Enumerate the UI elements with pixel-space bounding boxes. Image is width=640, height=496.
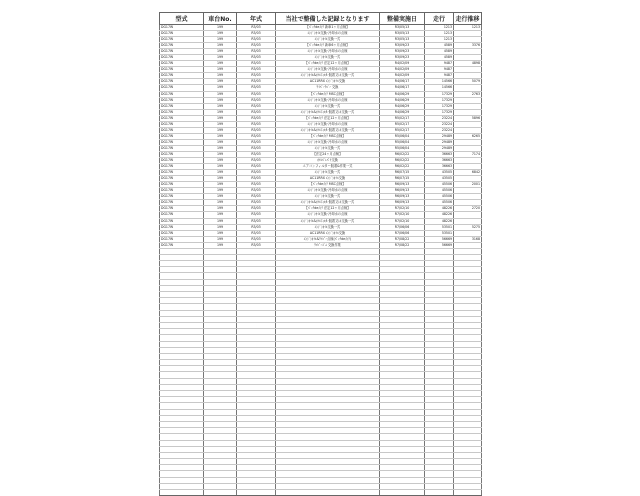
cell-chassis-no: 199 bbox=[204, 97, 237, 103]
cell-year: R3/03 bbox=[237, 43, 276, 49]
cell-chassis-no: 199 bbox=[204, 218, 237, 224]
cell-year: R3/03 bbox=[237, 200, 276, 206]
cell-work-record: ｴﾝｼﾞﾝｵｲﾙ交換･冷却水の点検 bbox=[276, 67, 380, 73]
cell-chassis-no: 199 bbox=[204, 164, 237, 170]
cell-work-record: ｴﾝｼﾞﾝｵｲﾙ交換･冷却水の点検 bbox=[276, 121, 380, 127]
cell-mileage: 14566 bbox=[425, 85, 454, 91]
cell-chassis-no: 199 bbox=[204, 55, 237, 61]
empty-cell bbox=[276, 490, 380, 496]
cell-work-record: ｴﾝｼﾞﾝｵｲﾙ交換一式 bbox=[276, 37, 380, 43]
cell-year: R3/03 bbox=[237, 170, 276, 176]
cell-service-date: R7/08/22 bbox=[380, 242, 425, 248]
cell-service-date: R5/06/04 bbox=[380, 145, 425, 151]
cell-chassis-no: 199 bbox=[204, 49, 237, 55]
cell-chassis-no: 199 bbox=[204, 170, 237, 176]
cell-model: DG17W bbox=[160, 218, 204, 224]
header-service-date: 整備実施日 bbox=[380, 13, 425, 25]
cell-year: R3/03 bbox=[237, 242, 276, 248]
cell-chassis-no: 199 bbox=[204, 242, 237, 248]
cell-mileage-change: 2001 bbox=[454, 182, 482, 188]
header-mileage: 走行 bbox=[425, 13, 454, 25]
cell-model: DG17W bbox=[160, 103, 204, 109]
cell-model: DG17W bbox=[160, 151, 204, 157]
header-model: 型式 bbox=[160, 13, 204, 25]
cell-work-record: ｴﾝｼﾞﾝｵｲﾙ交換･冷却水の点検 bbox=[276, 139, 380, 145]
cell-chassis-no: 199 bbox=[204, 91, 237, 97]
cell-mileage: 53501 bbox=[425, 224, 454, 230]
cell-model: DG17W bbox=[160, 170, 204, 176]
cell-model: DG17W bbox=[160, 37, 204, 43]
cell-year: R3/03 bbox=[237, 55, 276, 61]
cell-model: DG17W bbox=[160, 97, 204, 103]
cell-mileage: 4589 bbox=[425, 49, 454, 55]
maintenance-record-sheet bbox=[159, 12, 481, 496]
cell-work-record: AC11RRX ｴﾝｼﾞﾝｵｲﾙ交換 bbox=[276, 230, 380, 236]
cell-model: DG17W bbox=[160, 133, 204, 139]
empty-cell bbox=[425, 490, 454, 496]
cell-service-date: R6/07/15 bbox=[380, 170, 425, 176]
cell-mileage: 29489 bbox=[425, 133, 454, 139]
cell-work-record: ｴﾝｼﾞﾝｵｲﾙ&ｵｲﾙﾌｨﾙﾀｰ脱着又は交換一式 bbox=[276, 73, 380, 79]
cell-chassis-no: 199 bbox=[204, 37, 237, 43]
cell-service-date: R4/06/29 bbox=[380, 91, 425, 97]
cell-work-record: ｴﾝｼﾞﾝｵｲﾙ交換一式 bbox=[276, 224, 380, 230]
cell-model: DG17W bbox=[160, 200, 204, 206]
cell-year: R3/03 bbox=[237, 230, 276, 236]
cell-service-date: R7/08/22 bbox=[380, 236, 425, 242]
cell-service-date: R3/09/23 bbox=[380, 55, 425, 61]
cell-chassis-no: 199 bbox=[204, 230, 237, 236]
cell-mileage-change: 5896 bbox=[454, 115, 482, 121]
cell-year: R3/03 bbox=[237, 182, 276, 188]
cell-work-record: 【ﾊﾟｯｸdeﾒﾝﾃ 法定12ヶ月点検】 bbox=[276, 206, 380, 212]
cell-mileage: 1213 bbox=[425, 37, 454, 43]
cell-chassis-no: 199 bbox=[204, 236, 237, 242]
cell-mileage: 56669 bbox=[425, 236, 454, 242]
cell-work-record: ｴﾝｼﾞﾝｵｲﾙ交換･冷却水の点検 bbox=[276, 212, 380, 218]
cell-service-date: R6/09/13 bbox=[380, 182, 425, 188]
cell-chassis-no: 199 bbox=[204, 61, 237, 67]
cell-service-date: R5/02/17 bbox=[380, 115, 425, 121]
cell-model: DG17W bbox=[160, 182, 204, 188]
cell-model: DG17W bbox=[160, 73, 204, 79]
cell-model: DG17W bbox=[160, 188, 204, 194]
cell-year: R3/03 bbox=[237, 67, 276, 73]
cell-model: DG17W bbox=[160, 49, 204, 55]
cell-mileage-change: 2763 bbox=[454, 91, 482, 97]
cell-chassis-no: 199 bbox=[204, 200, 237, 206]
empty-cell bbox=[204, 490, 237, 496]
cell-mileage: 1213 bbox=[425, 25, 454, 31]
header-work-record: 当社で整備した記録となります bbox=[276, 13, 380, 25]
cell-year: R3/03 bbox=[237, 97, 276, 103]
cell-mileage: 17329 bbox=[425, 103, 454, 109]
cell-service-date: R4/06/17 bbox=[380, 79, 425, 85]
cell-model: DG17W bbox=[160, 127, 204, 133]
cell-year: R3/03 bbox=[237, 121, 276, 127]
cell-service-date: R4/02/09 bbox=[380, 61, 425, 67]
cell-year: R3/03 bbox=[237, 103, 276, 109]
empty-row bbox=[160, 490, 482, 496]
cell-chassis-no: 199 bbox=[204, 73, 237, 79]
cell-mileage-change: 5275 bbox=[454, 224, 482, 230]
cell-chassis-no: 199 bbox=[204, 206, 237, 212]
cell-mileage: 4589 bbox=[425, 55, 454, 61]
cell-service-date: R4/06/17 bbox=[380, 85, 425, 91]
cell-year: R3/03 bbox=[237, 127, 276, 133]
cell-model: DG17W bbox=[160, 158, 204, 164]
cell-chassis-no: 199 bbox=[204, 139, 237, 145]
cell-mileage: 17329 bbox=[425, 91, 454, 97]
cell-mileage: 36663 bbox=[425, 158, 454, 164]
cell-mileage: 45506 bbox=[425, 200, 454, 206]
cell-mileage-change: 6842 bbox=[454, 170, 482, 176]
cell-mileage: 17329 bbox=[425, 97, 454, 103]
cell-model: DG17W bbox=[160, 55, 204, 61]
cell-work-record: ｴﾝｼﾞﾝｵｲﾙ&ｵｲﾙﾌｨﾙﾀｰ脱着又は交換一式 bbox=[276, 109, 380, 115]
cell-year: R3/03 bbox=[237, 79, 276, 85]
cell-service-date: R7/06/06 bbox=[380, 224, 425, 230]
cell-mileage: 45506 bbox=[425, 194, 454, 200]
empty-cell bbox=[237, 490, 276, 496]
cell-year: R3/03 bbox=[237, 139, 276, 145]
cell-mileage: 29489 bbox=[425, 139, 454, 145]
cell-work-record: ｴﾝｼﾞﾝｵｲﾙ&ﾜｲﾊﾟｰ点検(ﾊﾟｯｸdeﾒﾝﾃ) bbox=[276, 236, 380, 242]
cell-chassis-no: 199 bbox=[204, 224, 237, 230]
cell-year: R3/03 bbox=[237, 91, 276, 97]
cell-work-record: ｴﾝｼﾞﾝｵｲﾙ&ｵｲﾙﾌｨﾙﾀｰ脱着又は交換一式 bbox=[276, 218, 380, 224]
cell-year: R3/03 bbox=[237, 218, 276, 224]
cell-work-record: エアコンフィルター脱着&作業一式 bbox=[276, 164, 380, 170]
cell-work-record: 【法定24ヶ月点検】 bbox=[276, 151, 380, 157]
cell-chassis-no: 199 bbox=[204, 182, 237, 188]
cell-service-date: R6/09/13 bbox=[380, 188, 425, 194]
cell-mileage: 17329 bbox=[425, 109, 454, 115]
cell-work-record: AC11RRX ｴﾝｼﾞﾝｵｲﾙ交換 bbox=[276, 176, 380, 182]
cell-model: DG17W bbox=[160, 25, 204, 31]
cell-year: R3/03 bbox=[237, 49, 276, 55]
cell-work-record: ｴﾝｼﾞﾝｵｲﾙ交換一式 bbox=[276, 194, 380, 200]
cell-model: DG17W bbox=[160, 115, 204, 121]
cell-mileage: 43505 bbox=[425, 170, 454, 176]
cell-mileage: 23224 bbox=[425, 115, 454, 121]
cell-mileage: 29489 bbox=[425, 145, 454, 151]
header-year: 年式 bbox=[237, 13, 276, 25]
cell-chassis-no: 199 bbox=[204, 145, 237, 151]
cell-model: DG17W bbox=[160, 31, 204, 37]
cell-work-record: ｵｲﾙﾊﾟﾚﾊﾟﾅ交換 bbox=[276, 158, 380, 164]
cell-service-date: R3/05/13 bbox=[380, 31, 425, 37]
cell-work-record: 【ﾊﾟｯｸdeﾒﾝﾃ MSC点検】 bbox=[276, 133, 380, 139]
cell-mileage: 48226 bbox=[425, 212, 454, 218]
cell-work-record: 【ﾊﾟｯｸdeﾒﾝﾃ MSC点検】 bbox=[276, 182, 380, 188]
cell-chassis-no: 199 bbox=[204, 31, 237, 37]
cell-model: DG17W bbox=[160, 242, 204, 248]
cell-chassis-no: 199 bbox=[204, 127, 237, 133]
cell-model: DG17W bbox=[160, 67, 204, 73]
cell-year: R3/03 bbox=[237, 236, 276, 242]
cell-mileage: 56669 bbox=[425, 242, 454, 248]
cell-service-date: R6/09/13 bbox=[380, 200, 425, 206]
cell-mileage-change: 3168 bbox=[454, 236, 482, 242]
cell-year: R3/03 bbox=[237, 109, 276, 115]
cell-mileage: 14566 bbox=[425, 79, 454, 85]
cell-year: R3/03 bbox=[237, 31, 276, 37]
header-mileage-change: 走行推移 bbox=[454, 13, 482, 25]
cell-mileage: 1213 bbox=[425, 31, 454, 37]
cell-service-date: R7/02/10 bbox=[380, 212, 425, 218]
cell-chassis-no: 199 bbox=[204, 212, 237, 218]
cell-service-date: R5/02/17 bbox=[380, 127, 425, 133]
cell-mileage: 23224 bbox=[425, 121, 454, 127]
cell-model: DG17W bbox=[160, 79, 204, 85]
cell-service-date: R3/09/23 bbox=[380, 43, 425, 49]
empty-cell bbox=[454, 490, 482, 496]
cell-model: DG17W bbox=[160, 121, 204, 127]
cell-mileage: 9487 bbox=[425, 67, 454, 73]
cell-service-date: R4/02/09 bbox=[380, 73, 425, 79]
cell-mileage: 48226 bbox=[425, 206, 454, 212]
cell-chassis-no: 199 bbox=[204, 115, 237, 121]
cell-service-date: R7/02/10 bbox=[380, 206, 425, 212]
cell-chassis-no: 199 bbox=[204, 121, 237, 127]
cell-year: R3/03 bbox=[237, 151, 276, 157]
cell-model: DG17W bbox=[160, 206, 204, 212]
cell-year: R3/03 bbox=[237, 115, 276, 121]
cell-mileage: 45506 bbox=[425, 188, 454, 194]
cell-work-record: 【ﾊﾟｯｸdeﾒﾝﾃ 新車1ヶ月点検】 bbox=[276, 25, 380, 31]
cell-service-date: R4/02/09 bbox=[380, 67, 425, 73]
cell-service-date: R5/02/17 bbox=[380, 121, 425, 127]
cell-year: R3/03 bbox=[237, 85, 276, 91]
cell-work-record: 【ﾊﾟｯｸdeﾒﾝﾃ 法定12ヶ月点検】 bbox=[276, 115, 380, 121]
cell-mileage: 9487 bbox=[425, 73, 454, 79]
cell-mileage-change: 6265 bbox=[454, 133, 482, 139]
cell-chassis-no: 199 bbox=[204, 67, 237, 73]
cell-year: R3/03 bbox=[237, 224, 276, 230]
cell-year: R3/03 bbox=[237, 158, 276, 164]
header-chassis-no: 車台No. bbox=[204, 13, 237, 25]
cell-service-date: R6/07/15 bbox=[380, 176, 425, 182]
cell-work-record: ｴﾝｼﾞﾝｵｲﾙ&ｵｲﾙﾌｨﾙﾀｰ脱着又は交換一式 bbox=[276, 127, 380, 133]
cell-service-date: R6/02/22 bbox=[380, 151, 425, 157]
cell-work-record: ｴﾝｼﾞﾝｵｲﾙ交換一式 bbox=[276, 170, 380, 176]
cell-work-record: ｴﾝｼﾞﾝｵｲﾙ交換一式 bbox=[276, 103, 380, 109]
cell-chassis-no: 199 bbox=[204, 188, 237, 194]
cell-chassis-no: 199 bbox=[204, 133, 237, 139]
cell-year: R3/03 bbox=[237, 164, 276, 170]
cell-work-record: ｴﾝｼﾞﾝｵｲﾙ交換･冷却水の点検 bbox=[276, 188, 380, 194]
cell-model: DG17W bbox=[160, 61, 204, 67]
cell-model: DG17W bbox=[160, 236, 204, 242]
cell-year: R3/03 bbox=[237, 188, 276, 194]
cell-model: DG17W bbox=[160, 85, 204, 91]
cell-service-date: R3/05/13 bbox=[380, 37, 425, 43]
cell-chassis-no: 199 bbox=[204, 109, 237, 115]
cell-mileage: 45506 bbox=[425, 182, 454, 188]
cell-chassis-no: 199 bbox=[204, 25, 237, 31]
cell-chassis-no: 199 bbox=[204, 151, 237, 157]
cell-model: DG17W bbox=[160, 139, 204, 145]
cell-service-date: R4/06/29 bbox=[380, 97, 425, 103]
cell-work-record: ｴﾝｼﾞﾝｵｲﾙ交換･冷却水の点検 bbox=[276, 31, 380, 37]
cell-work-record: ｴﾝｼﾞﾝｵｲﾙ交換･冷却水の点検 bbox=[276, 97, 380, 103]
cell-work-record: ｴﾝｼﾞﾝｵｲﾙ交換一式 bbox=[276, 55, 380, 61]
cell-year: R3/03 bbox=[237, 133, 276, 139]
cell-work-record: ｴﾝｼﾞﾝｵｲﾙ交換･冷却水の点検 bbox=[276, 49, 380, 55]
cell-model: DG17W bbox=[160, 212, 204, 218]
cell-mileage-change: 7174 bbox=[454, 151, 482, 157]
cell-year: R3/03 bbox=[237, 73, 276, 79]
cell-mileage-change: 1213 bbox=[454, 25, 482, 31]
cell-work-record: 【ﾊﾟｯｸdeﾒﾝﾃ 新車6ヶ月点検】 bbox=[276, 43, 380, 49]
cell-work-record: 【ﾊﾟｯｸdeﾒﾝﾃ 法定12ヶ月点検】 bbox=[276, 61, 380, 67]
cell-year: R3/03 bbox=[237, 61, 276, 67]
cell-chassis-no: 199 bbox=[204, 79, 237, 85]
cell-service-date: R3/09/23 bbox=[380, 49, 425, 55]
cell-mileage: 36663 bbox=[425, 164, 454, 170]
cell-service-date: R4/06/29 bbox=[380, 109, 425, 115]
cell-work-record: ﾜｲﾊﾟｰﾗﾊﾞｰ 交換 bbox=[276, 85, 380, 91]
cell-mileage: 36663 bbox=[425, 151, 454, 157]
cell-year: R3/03 bbox=[237, 194, 276, 200]
cell-chassis-no: 199 bbox=[204, 158, 237, 164]
cell-work-record: ﾜｲﾊﾟｰｺﾞﾑ 交換作業 bbox=[276, 242, 380, 248]
cell-model: DG17W bbox=[160, 91, 204, 97]
cell-service-date: R4/06/29 bbox=[380, 103, 425, 109]
cell-model: DG17W bbox=[160, 43, 204, 49]
cell-mileage-change: 3376 bbox=[454, 43, 482, 49]
cell-year: R3/03 bbox=[237, 176, 276, 182]
cell-model: DG17W bbox=[160, 145, 204, 151]
cell-model: DG17W bbox=[160, 176, 204, 182]
empty-cell bbox=[380, 490, 425, 496]
cell-mileage-change: 2720 bbox=[454, 206, 482, 212]
maintenance-table bbox=[159, 12, 482, 496]
cell-model: DG17W bbox=[160, 230, 204, 236]
cell-service-date: R7/06/06 bbox=[380, 230, 425, 236]
cell-work-record: ｴﾝｼﾞﾝｵｲﾙ交換一式 bbox=[276, 145, 380, 151]
cell-mileage: 53501 bbox=[425, 230, 454, 236]
cell-mileage: 43505 bbox=[425, 176, 454, 182]
cell-chassis-no: 199 bbox=[204, 43, 237, 49]
cell-year: R3/03 bbox=[237, 206, 276, 212]
cell-model: DG17W bbox=[160, 164, 204, 170]
cell-mileage: 48226 bbox=[425, 218, 454, 224]
empty-cell bbox=[160, 490, 204, 496]
cell-mileage: 9487 bbox=[425, 61, 454, 67]
cell-mileage: 4589 bbox=[425, 43, 454, 49]
cell-work-record: ｴﾝｼﾞﾝｵｲﾙ&ｵｲﾙﾌｨﾙﾀｰ脱着又は交換一式 bbox=[276, 200, 380, 206]
cell-service-date: R5/06/04 bbox=[380, 133, 425, 139]
cell-service-date: R7/02/10 bbox=[380, 218, 425, 224]
cell-model: DG17W bbox=[160, 194, 204, 200]
cell-year: R3/03 bbox=[237, 25, 276, 31]
cell-model: DG17W bbox=[160, 109, 204, 115]
table-body bbox=[160, 25, 482, 496]
cell-chassis-no: 199 bbox=[204, 103, 237, 109]
cell-year: R3/03 bbox=[237, 212, 276, 218]
cell-service-date: R3/05/13 bbox=[380, 25, 425, 31]
cell-work-record: 【ﾊﾟｯｸdeﾒﾝﾃ MSC点検】 bbox=[276, 91, 380, 97]
cell-mileage-change: 4898 bbox=[454, 61, 482, 67]
cell-chassis-no: 199 bbox=[204, 194, 237, 200]
cell-mileage-change: 5079 bbox=[454, 79, 482, 85]
cell-service-date: R5/06/04 bbox=[380, 139, 425, 145]
cell-service-date: R6/09/13 bbox=[380, 194, 425, 200]
cell-work-record: AC11RRX ｴﾝｼﾞﾝｵｲﾙ交換 bbox=[276, 79, 380, 85]
cell-service-date: R6/02/22 bbox=[380, 158, 425, 164]
cell-service-date: R6/02/22 bbox=[380, 164, 425, 170]
cell-chassis-no: 199 bbox=[204, 85, 237, 91]
cell-mileage: 23224 bbox=[425, 127, 454, 133]
cell-model: DG17W bbox=[160, 224, 204, 230]
cell-year: R3/03 bbox=[237, 145, 276, 151]
cell-year: R3/03 bbox=[237, 37, 276, 43]
header-row bbox=[160, 13, 482, 25]
cell-chassis-no: 199 bbox=[204, 176, 237, 182]
